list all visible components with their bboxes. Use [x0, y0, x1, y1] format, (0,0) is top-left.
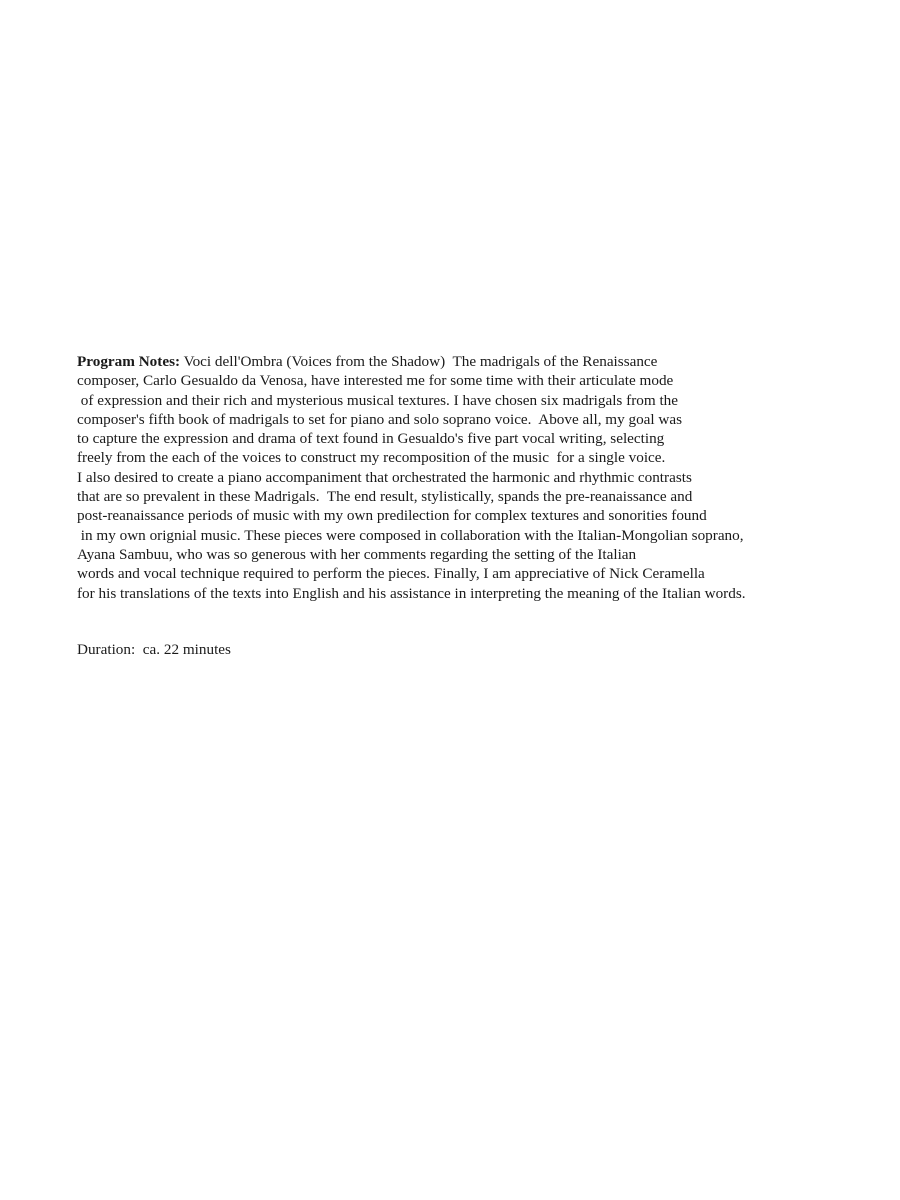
program-notes-line: in my own orignial music. These pieces were composed in collaboration with the Italian-Mongolian soprano, [77, 526, 744, 544]
program-notes-line [77, 352, 877, 371]
program-notes-line: composer's fifth book of madrigals to set for piano and solo soprano voice. Above all, my goal was [77, 410, 683, 428]
program-notes-line: of expression and their rich and mysterious musical textures. I have chosen six madrigals from the [77, 391, 679, 409]
program-notes-line: that are so prevalent in these Madrigals. The end result, stylistically, spands the pre-reanaissance and [77, 488, 693, 506]
program-notes-paragraph [77, 352, 877, 603]
program-notes-line: composer, Carlo Gesualdo da Venosa, have interested me for some time with their articulate mode [77, 372, 674, 390]
program-notes-line: to capture the expression and drama of text found in Gesualdo's five part vocal writing, selecting [77, 430, 665, 448]
program-notes-line: freely from the each of the voices to construct my recomposition of the music for a single voice. [77, 449, 666, 467]
program-notes-line: for his translations of the texts into English and his assistance in interpreting the meaning of the Italian words. [77, 584, 746, 602]
program-notes-line: Ayana Sambuu, who was so generous with her comments regarding the setting of the Italian [77, 545, 637, 563]
program-notes-line: post-reanaissance periods of music with my own predilection for complex textures and sonorities found [77, 507, 707, 525]
duration-text: Duration: ca. 22 minutes [77, 641, 231, 658]
program-notes-title-text: Voci dell'Ombra (Voices from the Shadow) The madrigals of the Renaissance [180, 353, 658, 370]
program-notes-label: Program Notes: [77, 353, 181, 370]
program-notes-line: words and vocal technique required to perform the pieces. Finally, I am appreciative of Nick Ceramella [77, 565, 705, 583]
program-notes-line: I also desired to create a piano accompaniment that orchestrated the harmonic and rhythmic contrasts [77, 468, 692, 486]
